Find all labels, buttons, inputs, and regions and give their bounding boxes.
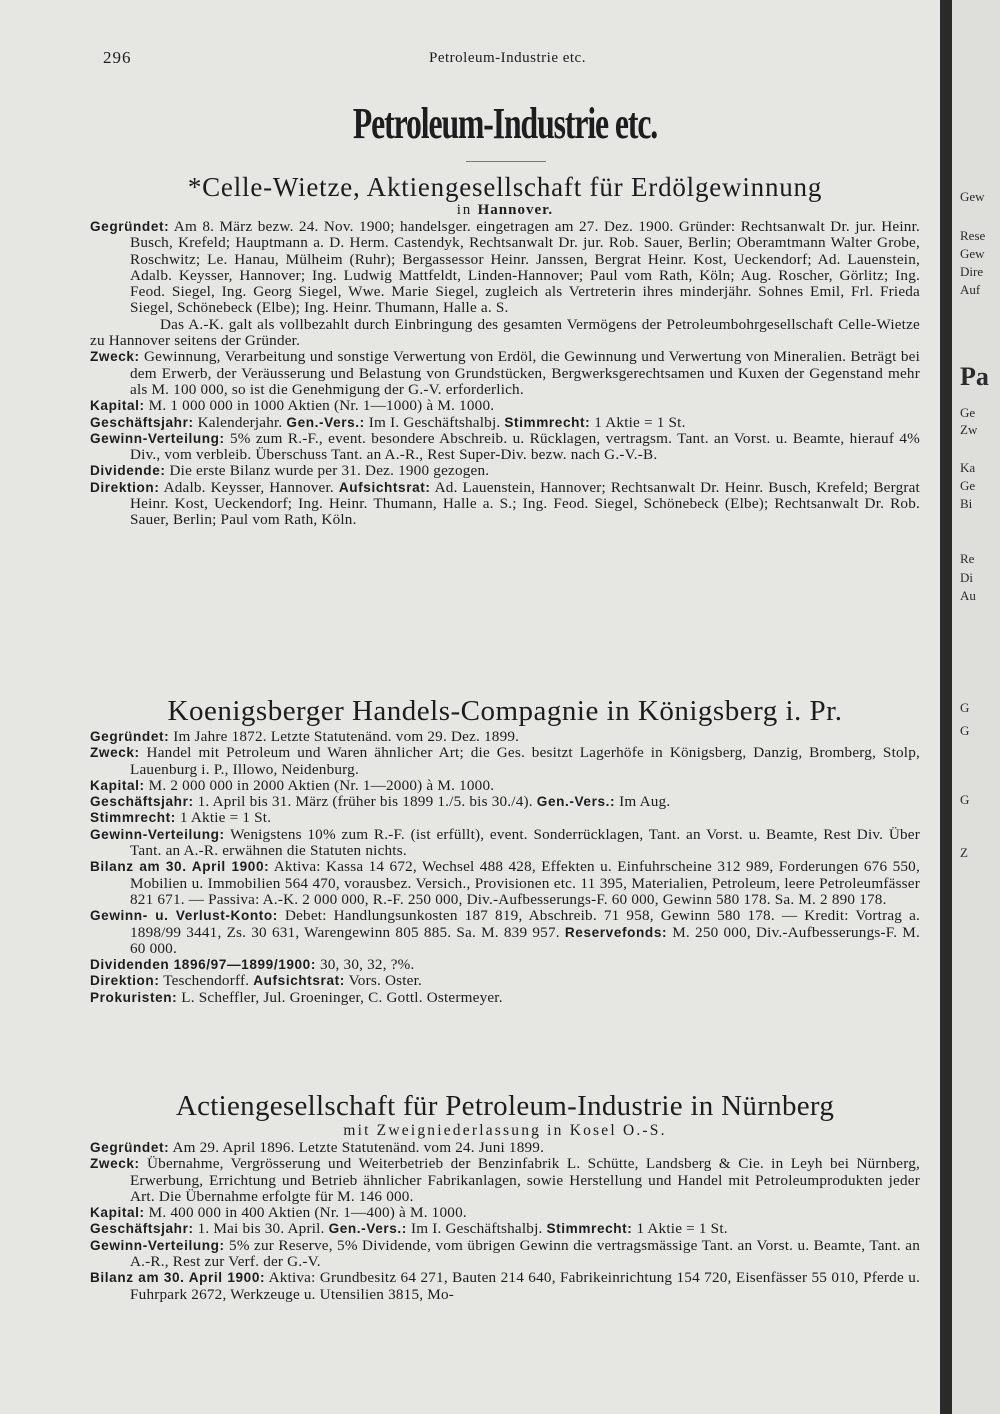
adjacent-fragment: G — [960, 700, 970, 715]
adjacent-fragment: Dire — [960, 264, 984, 279]
text: Das A.-K. galt als vollbezahlt durch Einbringung des gesamten Vermögens der Petroleumbohrgesellschaft Celle-Wietze zu Hannover seitens der Gründer. — [90, 315, 920, 350]
text-aufsichtsrat: Ad. Lauenstein, Hannover; Rechtsanwalt Dr. Heinr. Busch, Krefeld; Bergrat Heinr. Kost, Ueckendorf; Ing. Heinr. Thumann, Halle a. S.; Ing. Feod. Siegel, Schönebeck (Elbe); Rechtsanwalt Dr. Rob. Sauer, Berlin; Paul vom Rath, Köln. — [130, 478, 920, 529]
text: Aktiva: Kassa 14 672, Wechsel 488 428, Effekten u. Einfuhrscheine 312 989, Forderungen 676 550, Mobilien u. Immobilien 564 470, vorausbez. Versich., Provisionen etc. 11 395, Materialien, Petroleum, leere Petroleumfässer 821 671. — Passiva: A.-K. 2 000 000, R.-F. 250 000, Div.-Aufbesserungs-F. 60 000, Gewinn 580 178. Sa. M. 2 890 178. — [130, 858, 920, 908]
paragraph-zweck — [90, 745, 920, 778]
label: Gewinn-Verteilung: — [90, 430, 225, 446]
text-aufsichtsrat: Vors. Oster. — [348, 972, 423, 990]
text: 30, 30, 32, ?%. — [319, 956, 415, 974]
text: Debet: Handlungsunkosten 187 819, Abschreib. 71 958, Gewinn 580 178. — Kredit: Vortrag a. 1898/99 3441, Zs. 30 631, Warengewinn 805 885. Sa. M. 839 957. — [130, 907, 921, 941]
company-entry-celle-wietze — [90, 172, 920, 529]
company-body — [90, 219, 920, 529]
text: Aktiva: Grundbesitz 64 271, Bauten 214 640, Fabrikeinrichtung 154 720, Eisenfässer 55 010, Pferde u. Fuhrpark 2672, Werkzeuge u. Utensilien 3815, Mo- — [130, 1269, 920, 1303]
adjacent-fragment: Bi — [960, 496, 973, 511]
adjacent-fragment: Auf — [960, 282, 981, 297]
adjacent-fragment: Ge — [960, 478, 976, 493]
label: Gewinn- u. Verlust-Konto: — [90, 908, 278, 924]
text: 1. April bis 31. März (früher bis 1899 1./5. bis 30./4). — [197, 793, 533, 811]
label: Gewinn-Verteilung: — [90, 826, 225, 842]
label-stimmrecht: Stimmrecht: — [546, 1221, 633, 1237]
paragraph-kapital — [90, 1205, 920, 1221]
company-location — [90, 201, 920, 219]
text: Wenigstens 10% zum R.-F. (ist erfüllt), event. Sonderrücklagen, Tant. an Vorst. u. Beamte, Rest Div. Über Tant. an A.-R. erwähnen die Statuten nichts. — [130, 825, 920, 860]
text-stimmrecht: 1 Aktie = 1 St. — [636, 1220, 728, 1238]
text: Die erste Bilanz wurde per 31. Dez. 1900 gezogen. — [169, 462, 490, 480]
label: Gegründet: — [90, 1140, 170, 1155]
paragraph-direktion — [90, 480, 920, 529]
adjacent-fragment: Zw — [960, 422, 978, 437]
label: Gegründet: — [90, 219, 170, 234]
label: Bilanz am 30. April 1900: — [90, 859, 270, 875]
company-title: Actiengesellschaft für Petroleum-Industrie in Nürnberg — [175, 1090, 835, 1122]
paragraph-gewinn-verteilung — [90, 1238, 920, 1271]
paragraph-kapital — [90, 778, 920, 794]
label: Geschäftsjahr: — [90, 414, 194, 430]
text: 5% zur Reserve, 5% Dividende, vom übrigen Gewinn die vertragsmässige Tant. an Vorst. u. Beamte, Tant. an A.-R., Rest zur Verf. der G.-V. — [130, 1236, 920, 1271]
label-gen-vers: Gen.-Vers.: — [286, 414, 365, 430]
text: Teschendorff. — [163, 972, 250, 990]
label: Gewinn-Verteilung: — [90, 1237, 225, 1253]
page-gutter — [940, 0, 952, 1414]
text: Adalb. Keysser, Hannover. — [163, 478, 334, 496]
label: Kapital: — [90, 1205, 145, 1221]
label: Geschäftsjahr: — [90, 1221, 194, 1237]
paragraph-gegruendet — [90, 219, 920, 317]
paragraph-prokuristen — [90, 990, 920, 1006]
text: Am 8. März bezw. 24. Nov. 1900; handelsger. eingetragen am 27. Dez. 1900. Gründer: Rechtsanwalt Dr. jur. Heinr. Busch, Krefeld; Hauptmann a. D. Herm. Castendyk, Rechtsanwalt Dr. jur. Rob. Sauer, Berlin; Oberamtmann Walter Grobe, Roschwitz; Le. Hanau, Mülheim (Ruhr); Bergassessor Heinr. Janssen, Bergrat Heinr. Kost, Ueckendorf; Ad. Lauenstein, Adalb. Keysser, Hannover; Ing. Ludwig Mattfeldt, Linden-Hannover; Paul vom Rath, Köln; Aug. Roscher, Görlitz; Ing. Feod. Siegel, Ing. Georg Siegel, Wwe. Marie Siegel, zugleich als Vertreterin ihres minderjähr. Sohnes Emil, Frl. Frieda Siegel, Schönebeck (Elbe); Ing. Heinr. Thumann, Halle a. S. — [130, 218, 920, 317]
label: Dividenden 1896/97—1899/1900: — [90, 957, 316, 973]
text-gen-vers: Im Aug. — [619, 793, 671, 811]
paragraph-zweck — [90, 1156, 920, 1205]
company-entry-nuernberg — [90, 1091, 920, 1303]
label-gen-vers: Gen.-Vers.: — [328, 1221, 407, 1237]
label: Direktion: — [90, 479, 160, 495]
label-aufsichtsrat: Aufsichtsrat: — [338, 479, 431, 495]
adjacent-page-edge — [952, 0, 1000, 1414]
text-gen-vers: Im I. Geschäftshalbj. — [410, 1220, 543, 1238]
text: M. 1 000 000 in 1000 Aktien (Nr. 1—1000) à M. 1000. — [148, 397, 495, 415]
paragraph-gegruendet — [90, 729, 920, 745]
label: Zweck: — [90, 1156, 140, 1172]
paragraph-dividende — [90, 463, 920, 479]
text: 1 Aktie = 1 St. — [179, 809, 272, 827]
label: Zweck: — [90, 745, 140, 761]
adjacent-fragment: Gew — [960, 246, 985, 261]
paragraph-gewinn-verlust — [90, 908, 920, 957]
text: M. 2 000 000 in 2000 Aktien (Nr. 1—2000) à M. 1000. — [148, 776, 495, 794]
text: 5% zum R.-F., event. besondere Abschreib. u. Rücklagen, vertragsm. Tant. an Vorst. u. Beamte, hierauf 4% Div., vom verbleib. Überschuss Tant. an A.-R., Rest Super-Div. bezw. nach G.-V.-B. — [130, 429, 920, 464]
paragraph-zweck — [90, 349, 920, 398]
adjacent-fragment: Pa — [960, 362, 989, 391]
adjacent-fragment: Re — [960, 551, 975, 566]
text-gen-vers: Im I. Geschäftshalbj. — [368, 413, 501, 431]
label: Zweck: — [90, 349, 140, 365]
paragraph-gewinn-verteilung — [90, 827, 920, 860]
paragraph-geschaeftsjahr — [90, 415, 920, 431]
label: Kapital: — [90, 777, 145, 793]
text: L. Scheffler, Jul. Groeninger, C. Gottl. Ostermeyer. — [181, 988, 503, 1006]
adjacent-fragment: Gew — [960, 189, 985, 204]
paragraph-bilanz — [90, 1270, 920, 1303]
location-city: Hannover. — [477, 202, 554, 218]
paragraph-gewinn-verteilung — [90, 431, 920, 464]
label: Kapital: — [90, 398, 145, 414]
section-title: Petroleum-Industrie etc. — [352, 99, 658, 148]
adjacent-fragment: Ka — [960, 460, 976, 475]
location-prefix: in — [456, 202, 473, 218]
adjacent-fragment: G — [960, 723, 970, 738]
paragraph-kapital — [90, 398, 920, 414]
running-title: Petroleum-Industrie etc. — [429, 50, 586, 66]
text: 1. Mai bis 30. April. — [197, 1220, 325, 1238]
adjacent-fragment: Z — [960, 845, 968, 860]
label-aufsichtsrat: Aufsichtsrat: — [253, 973, 345, 989]
label: Direktion: — [90, 973, 160, 989]
company-title: *Celle-Wietze, Aktiengesellschaft für Erdölgewinnung — [187, 172, 823, 202]
paragraph-geschaeftsjahr — [90, 794, 920, 810]
title-rule — [466, 161, 546, 162]
text-reservefonds: M. 250 000, Div.-Aufbesserungs-F. M. 60 000. — [130, 923, 920, 957]
text-stimmrecht: 1 Aktie = 1 St. — [594, 413, 686, 431]
text: Im Jahre 1872. Letzte Statutenänd. vom 29. Dez. 1899. — [173, 728, 520, 745]
label: Dividende: — [90, 463, 166, 479]
label-stimmrecht: Stimmrecht: — [504, 414, 591, 430]
adjacent-fragment: Ge — [960, 405, 976, 420]
paragraph-direktion — [90, 973, 920, 989]
label: Stimmrecht: — [90, 810, 176, 826]
text: M. 400 000 in 400 Aktien (Nr. 1—400) à M. 1000. — [148, 1204, 467, 1222]
paragraph-bilanz — [90, 859, 920, 908]
paragraph-stimmrecht — [90, 810, 920, 826]
company-body — [90, 1140, 920, 1303]
label: Prokuristen: — [90, 989, 178, 1005]
company-entry-koenigsberger — [90, 696, 920, 1006]
paragraph-gegruendet — [90, 1140, 920, 1156]
adjacent-fragment: Au — [960, 588, 976, 603]
label: Gegründet: — [90, 729, 170, 744]
text: Gewinnung, Verarbeitung und sonstige Verwertung von Erdöl, die Gewinnung und Verwertung von Mineralien. Beträgt bei dem Erwerb, der Veräusserung und Belastung von Grundstücken, Bergwerksgerechtsamen und Kuxen der Gegenstand mehr als M. 100 000, so ist die Genehmigung der G.-V. erforderlich. — [130, 348, 920, 398]
page-number: 296 — [103, 48, 132, 67]
text: Am 29. April 1896. Letzte Statutenänd. vom 24. Juni 1899. — [172, 1139, 545, 1156]
adjacent-fragment: G — [960, 792, 970, 807]
label: Bilanz am 30. April 1900: — [90, 1270, 266, 1286]
paragraph-geschaeftsjahr — [90, 1221, 920, 1237]
adjacent-fragment: Di — [960, 570, 973, 585]
company-title: Koenigsberger Handels-Compagnie in Königsberg i. Pr. — [167, 695, 843, 727]
text: Handel mit Petroleum und Waren ähnlicher Art; die Ges. besitzt Lagerhöfe in Königsberg, Danzig, Bromberg, Stolp, Lauenburg i. P., Illowo, Neidenburg. — [130, 744, 920, 778]
company-body — [90, 729, 920, 1006]
label: Geschäftsjahr: — [90, 794, 194, 810]
label-reservefonds: Reservefonds: — [564, 924, 668, 940]
paragraph-grundkapital-note — [90, 317, 920, 350]
adjacent-fragment: Rese — [960, 228, 986, 243]
company-subtitle: mit Zweigniederlassung in Kosel O.-S. — [343, 1122, 667, 1139]
text: Kalenderjahr. — [197, 413, 283, 431]
label-gen-vers: Gen.-Vers.: — [536, 794, 616, 810]
paragraph-dividenden — [90, 957, 920, 973]
text: Übernahme, Vergrösserung und Weiterbetrieb der Benzinfabrik L. Schütte, Landsberg & Cie. in Leyh bei Nürnberg, Erwerbung, Errichtung und Betrieb ähnlicher Fabrikanlagen, sowie Herstellung und Handel mit Petroleumprodukten jeder Art. Die Übernahme erfolgte für M. 146 000. — [130, 1155, 920, 1205]
